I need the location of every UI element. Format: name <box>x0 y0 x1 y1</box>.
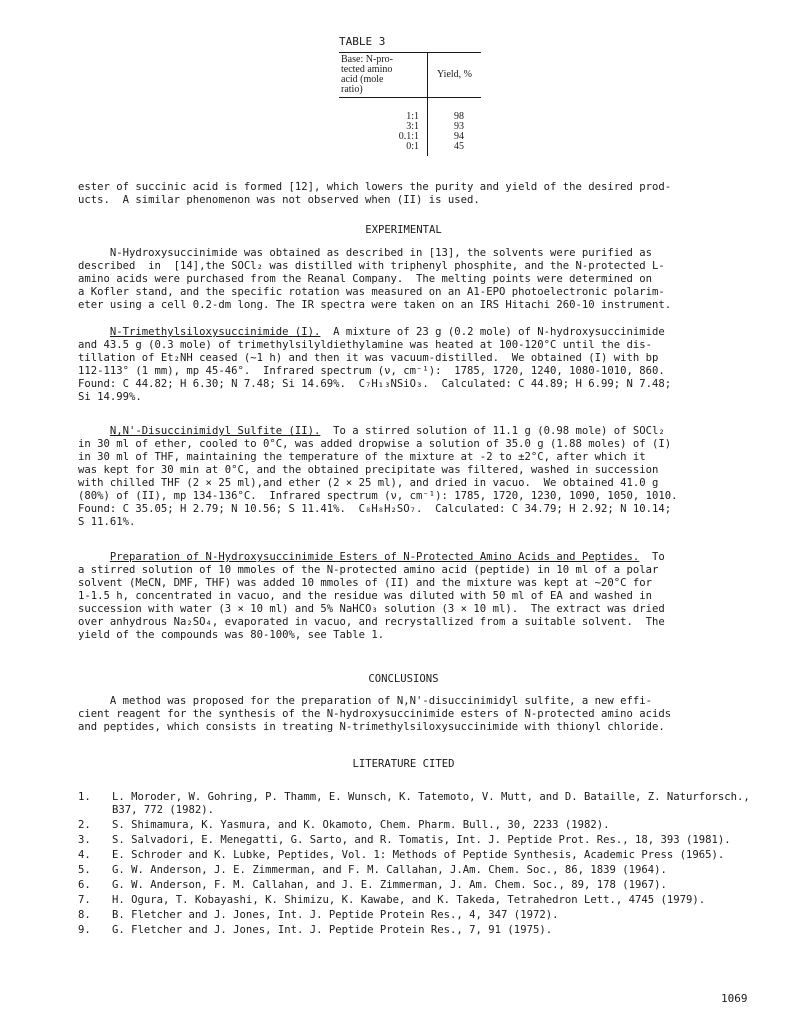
text-line: eter using a cell 0.2-dm long. The IR spectra were taken on an IRS Hitachi 260-10 instrument. <box>78 299 672 311</box>
yield-cell: 94 <box>454 131 464 142</box>
text-line: 112-113° (1 mm), mp 45-46°. Infrared spectrum (ν, cm⁻¹): 1785, 1720, 1240, 1080-1010, 860. <box>78 365 665 377</box>
reference-item <box>78 924 768 937</box>
table-row <box>339 142 481 156</box>
yield-cell: 45 <box>454 141 464 152</box>
text-line: A method was proposed for the preparation of N,N'-disuccinimidyl sulfite, a new effi- <box>78 695 653 707</box>
disuccinimidyl-paragraph <box>78 425 758 529</box>
reference-number: 4. <box>78 849 91 861</box>
yield-cell: 98 <box>454 111 464 122</box>
reference-text: G. W. Anderson, J. E. Zimmerman, and F. M. Callahan, J.Am. Chem. Soc., 86, 1839 (1964). <box>112 864 667 876</box>
reference-number: 9. <box>78 924 91 936</box>
ratio-cell: 3:1 <box>339 122 428 132</box>
table-header-base: Base: N-pro- tected amino acid (mole ratio) <box>339 53 428 98</box>
table-body <box>339 98 481 157</box>
text-line: cient reagent for the synthesis of the N-hydroxysuccinimide esters of N-protected amino acids <box>78 708 672 720</box>
text-line: over anhydrous Na₂SO₄, evaporated in vacuo, and recrystallized from a suitable solvent. The <box>78 616 665 628</box>
text-line: solvent (MeCN, DMF, THF) was added 10 mmoles of (II) and the mixture was kept at ~20°C for <box>78 577 653 589</box>
text-line: tillation of Et₂NH ceased (~1 h) and then it was vacuum-distilled. We obtained (I) with bp <box>78 352 659 364</box>
text-line: N-Trimethylsiloxysuccinimide (I). A mixture of 23 g (0.2 mole) of N-hydroxysuccinimide <box>109 326 665 338</box>
experimental-paragraph <box>78 247 758 312</box>
reference-item <box>78 909 768 922</box>
yield-cell: 93 <box>454 121 464 132</box>
reference-number: 6. <box>78 879 91 891</box>
ratio-cell: 1:1 <box>339 98 428 123</box>
text-line: in 30 ml of ether, cooled to 0°C, was added dropwise a solution of 35.0 g (1.88 moles) of (I) <box>78 438 672 450</box>
text-line: a stirred solution of 10 mmoles of the N-protected amino acid (peptide) in 10 ml of a polar <box>78 564 659 576</box>
text-line: described in [14],the SOCl₂ was distilled with triphenyl phosphite, and the N-protected L- <box>78 260 665 272</box>
text-line: 1-1.5 h, concentrated in vacuo, and the residue was diluted with 50 ml of EA and washed in <box>78 590 653 602</box>
reference-number: 1. <box>78 791 91 803</box>
ratio-cell: 0.1:1 <box>339 132 428 142</box>
text-line: a Kofler stand, and the specific rotation was measured on an A1-EPO photoelectronic polarim- <box>78 286 665 298</box>
text-line: (80%) of (II), mp 134-136°C. Infrared spectrum (ν, cm⁻¹): 1785, 1720, 1230, 1090, 1050, 1010. <box>78 490 678 502</box>
text-line: Found: C 44.82; H 6.30; N 7.48; Si 14.69%. C₇H₁₃NSiO₃. Calculated: C 44.89; H 6.99; N 7.48; <box>78 378 672 390</box>
text-line: succession with water (3 × 10 ml) and 5% NaHCO₃ solution (3 × 10 ml). The extract was dried <box>78 603 665 615</box>
reference-text: S. Salvadori, E. Menegatti, G. Sarto, and R. Tomatis, Int. J. Peptide Prot. Res., 18, 393 (1981). <box>112 834 731 846</box>
procedure-title: Preparation of N-Hydroxysuccinimide Esters of N-Protected Amino Acids and Peptides. <box>109 551 640 563</box>
intro-paragraph <box>78 181 758 207</box>
yield-table <box>339 52 481 156</box>
reference-text: E. Schroder and K. Lubke, Peptides, Vol. 1: Methods of Peptide Synthesis, Academic Press (1965). <box>112 849 725 861</box>
text-line: ucts. A similar phenomenon was not observed when (II) is used. <box>78 194 480 206</box>
reference-item <box>78 819 768 832</box>
text-line: ester of succinic acid is formed [12], which lowers the purity and yield of the desired prod- <box>78 181 672 193</box>
page-number: 1069 <box>721 992 748 1005</box>
reference-item <box>78 849 768 862</box>
text-line: N-Hydroxysuccinimide was obtained as described in [13], the solvents were purified as <box>78 247 653 259</box>
reference-text: B. Fletcher and J. Jones, Int. J. Peptide Protein Res., 4, 347 (1972). <box>112 909 559 921</box>
section-heading-experimental: EXPERIMENTAL <box>365 224 442 236</box>
reference-text: G. Fletcher and J. Jones, Int. J. Peptide Protein Res., 7, 91 (1975). <box>112 924 553 936</box>
text-line: N,N'-Disuccinimidyl Sulfite (II). To a stirred solution of 11.1 g (0.98 mole) of SOCl₂ <box>109 425 665 437</box>
reference-item <box>78 864 768 877</box>
reference-number: 5. <box>78 864 91 876</box>
text-line: in 30 ml of THF, maintaining the temperature of the mixture at -2 to ±2°C, after which it <box>78 451 646 463</box>
table-caption: TABLE 3 <box>339 35 386 48</box>
text-line: amino acids were purchased from the Reanal Company. The melting points were determined on <box>78 273 653 285</box>
reference-text: S. Shimamura, K. Yasmura, and K. Okamoto, Chem. Pharm. Bull., 30, 2233 (1982). <box>112 819 610 831</box>
conclusions-paragraph <box>78 695 758 734</box>
text-line: Preparation of N-Hydroxysuccinimide Esters of N-Protected Amino Acids and Peptides. To <box>109 551 665 563</box>
reference-text: L. Moroder, W. Gohring, P. Thamm, E. Wunsch, K. Tatemoto, V. Mutt, and D. Bataille, Z. Naturforsch., B37, 772 (1982). <box>112 791 757 816</box>
reference-number: 3. <box>78 834 91 846</box>
references-list <box>78 791 768 939</box>
reference-item <box>78 791 768 817</box>
reference-number: 8. <box>78 909 91 921</box>
compound-title: N-Trimethylsiloxysuccinimide (I). <box>109 326 321 338</box>
reference-number: 2. <box>78 819 91 831</box>
text-line: was kept for 30 min at 0°C, and the obtained precipitate was filtered, washed in succession <box>78 464 659 476</box>
ratio-cell: 0:1 <box>339 142 428 156</box>
reference-text: H. Ogura, T. Kobayashi, K. Shimizu, K. Kawabe, and K. Takeda, Tetrahedron Lett., 4745 (1979). <box>112 894 706 906</box>
reference-item <box>78 879 768 892</box>
reference-item <box>78 834 768 847</box>
reference-item <box>78 894 768 907</box>
table-row <box>339 98 481 123</box>
text-line: and peptides, which consists in treating N-trimethylsiloxysuccinimide with thionyl chloride. <box>78 721 665 733</box>
text-line: and 43.5 g (0.3 mole) of trimethylsilyldiethylamine was heated at 100-120°C until the dis- <box>78 339 653 351</box>
reference-text: G. W. Anderson, F. M. Callahan, and J. E. Zimmerman, J. Am. Chem. Soc., 89, 178 (1967). <box>112 879 667 891</box>
preparation-paragraph <box>78 551 758 642</box>
text-line: with chilled THF (2 × 25 ml),and ether (2 × 25 ml), and dried in vacuo. We obtained 41.0 g <box>78 477 659 489</box>
compound-title: N,N'-Disuccinimidyl Sulfite (II). <box>109 425 321 437</box>
text-line: Si 14.99%. <box>78 391 142 403</box>
trimethylsiloxy-paragraph <box>78 326 758 404</box>
text-line: yield of the compounds was 80-100%, see Table 1. <box>78 629 385 641</box>
section-heading-literature: LITERATURE CITED <box>352 758 455 770</box>
section-heading-conclusions: CONCLUSIONS <box>368 673 439 685</box>
table-header-yield: Yield, % <box>437 69 472 80</box>
reference-number: 7. <box>78 894 91 906</box>
text-line: S 11.61%. <box>78 516 136 528</box>
text-line: Found: C 35.05; H 2.79; N 10.56; S 11.41%. C₈H₈H₂SO₇. Calculated: C 34.79; H 2.92; N 10.14; <box>78 503 672 515</box>
